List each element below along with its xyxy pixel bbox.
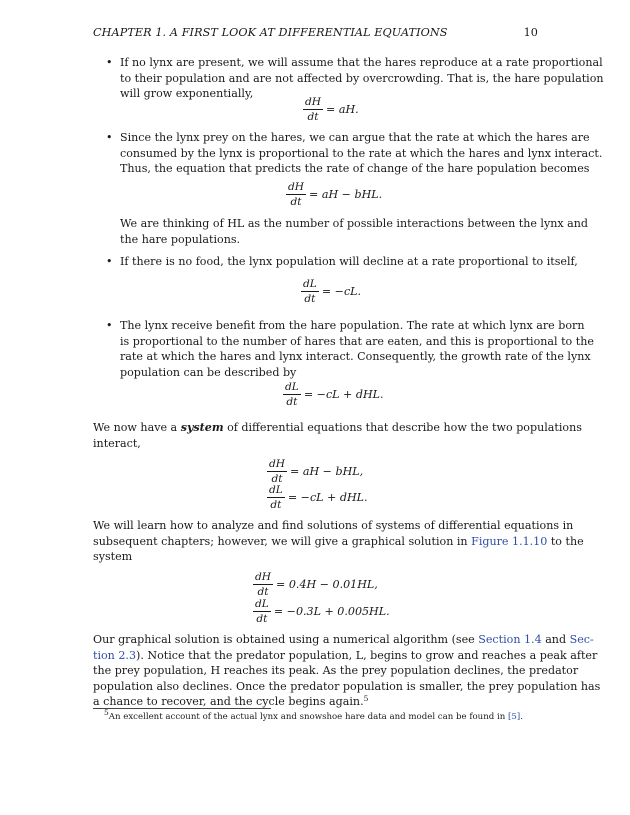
text-line [93,534,584,550]
numeric-equation-lynx [253,598,390,625]
fraction-denominator: dt [286,396,298,408]
footnote-rule [93,708,271,709]
system-emphasis: system [180,421,224,434]
text-line [93,420,582,436]
text-line: We are thinking of HL as the number of possible interactions between the lynx and [120,217,589,230]
bullet-item-2-continued [120,216,589,247]
derivative-fraction [286,181,306,208]
fraction-denominator: dt [307,111,319,123]
derivative-fraction [283,381,301,408]
fraction-numerator: dH [269,458,286,470]
bullet-item-3 [120,254,578,270]
section-2-3-link-end[interactable]: tion 2.3 [93,648,136,662]
footnote-period: . [520,712,523,722]
derivative-fraction [301,278,319,305]
text-line: the prey population, H reaches its peak. As the prey population declines, the predator [93,664,579,678]
derivative-fraction [267,458,287,485]
equation-lynx-decline [301,278,361,305]
equation-hare-predation [286,181,382,208]
text-line: Since the lynx prey on the hares, we can argue that the rate at which the hares are [120,131,590,144]
final-paragraph [93,632,601,710]
text-line: If there is no food, the lynx population will decline at a rate proportional to itself, [120,255,578,268]
bullet-marker: • [106,56,113,69]
bullet-marker: • [106,131,113,144]
chapter-title: CHAPTER 1. A FIRST LOOK AT DIFFERENTIAL EQUATIONS [93,26,448,39]
text-line: population can be described by [120,365,297,379]
fraction-denominator: dt [256,613,268,625]
fraction-denominator: dt [257,586,269,598]
text-line: to their population and are not affected by overcrowding. That is, the hare population [120,71,604,85]
text-line: consumed by the lynx is proportional to the rate at which the hares and lynx interact. [120,146,603,160]
section-2-3-link-start[interactable]: Sec- [569,633,594,646]
equation-rhs: = aH − bHL, [290,465,364,478]
final-text: ). Notice that the predator population, L, begins to grow and reaches a peak after [136,648,598,662]
system-intro: We now have a [93,421,178,434]
fraction-denominator: dt [271,473,283,485]
fraction-numerator: dL [285,381,299,393]
fraction-numerator: dL [303,278,317,290]
text-line: If no lynx are present, we will assume that the hares reproduce at a rate proportional [120,56,603,69]
final-text: Our graphical solution is obtained using a numerical algorithm (see [93,633,475,646]
text-line: interact, [93,436,141,450]
derivative-fraction [253,571,273,598]
derivative-fraction [253,598,271,625]
fraction-numerator: dH [255,571,272,583]
learn-text: subsequent chapters; however, we will give a graphical solution in [93,534,468,548]
derivative-fraction [267,484,285,511]
bullet-item-2 [120,130,603,177]
final-and: and [545,633,567,646]
text-line: will grow exponentially, [120,87,254,101]
equation-rhs: = 0.4H − 0.01HL, [276,578,378,591]
fraction-numerator: dH [305,96,322,108]
running-header [93,26,538,39]
equation-lynx-growth [283,381,384,408]
derivative-fraction [303,96,323,123]
text-line: population also declines. Once the predator population is smaller, the prey population has [93,679,601,693]
text-line [93,632,594,648]
fraction-numerator: dL [269,484,283,496]
footnote [104,708,523,723]
equation-rhs: = −cL. [321,285,362,298]
reference-link[interactable]: [5] [508,712,521,722]
text-line: Thus, the equation that predicts the rate of change of the hare population becomes [120,162,590,176]
figure-link[interactable]: Figure 1.1.10 [471,534,548,548]
bullet-marker: • [106,255,113,268]
equation-rhs: = −cL + dHL. [303,388,384,401]
text-line: is proportional to the number of hares that are eaten, and this is proportional to the [120,334,594,348]
system-continuation: of differential equations that describe how the two populations [227,421,582,434]
fraction-numerator: dL [255,598,269,610]
footnote-text: An excellent account of the actual lynx and snowshoe hare data and model can be found in [108,712,506,722]
equation-rhs: = aH. [326,103,359,116]
page-number: 10 [523,26,538,39]
bullet-item-1 [120,55,604,102]
fraction-denominator: dt [304,293,316,305]
footnote-marker[interactable]: 5 [363,694,369,704]
system-paragraph [93,420,582,451]
text-line [93,648,598,664]
learn-text-end: to the [550,534,584,548]
bullet-marker: • [106,319,113,332]
text-line: the hare populations. [120,232,241,246]
bullet-item-4 [120,318,594,380]
system-equation-hare [267,458,363,485]
final-text: a chance to recover, and the cycle begins again. [93,695,364,709]
section-1-4-link[interactable]: Section 1.4 [478,633,542,646]
equation-rhs: = aH − bHL. [309,188,383,201]
fraction-denominator: dt [270,499,282,511]
footnote-number: 5 [104,708,109,717]
text-line: The lynx receive benefit from the hare population. The rate at which lynx are born [120,319,585,332]
learn-paragraph [93,518,584,565]
text-line: rate at which the hares and lynx interact. Consequently, the growth rate of the lynx [120,350,591,364]
equation-rhs: = −cL + dHL. [287,491,368,504]
fraction-denominator: dt [290,196,302,208]
equation-rhs: = −0.3L + 0.005HL. [273,605,390,618]
system-equation-lynx [267,484,368,511]
text-line: system [93,550,133,564]
equation-hare-exponential [303,96,359,123]
numeric-equation-hare [253,571,378,598]
fraction-numerator: dH [288,181,305,193]
text-line: We will learn how to analyze and find solutions of systems of differential equations in [93,519,574,532]
